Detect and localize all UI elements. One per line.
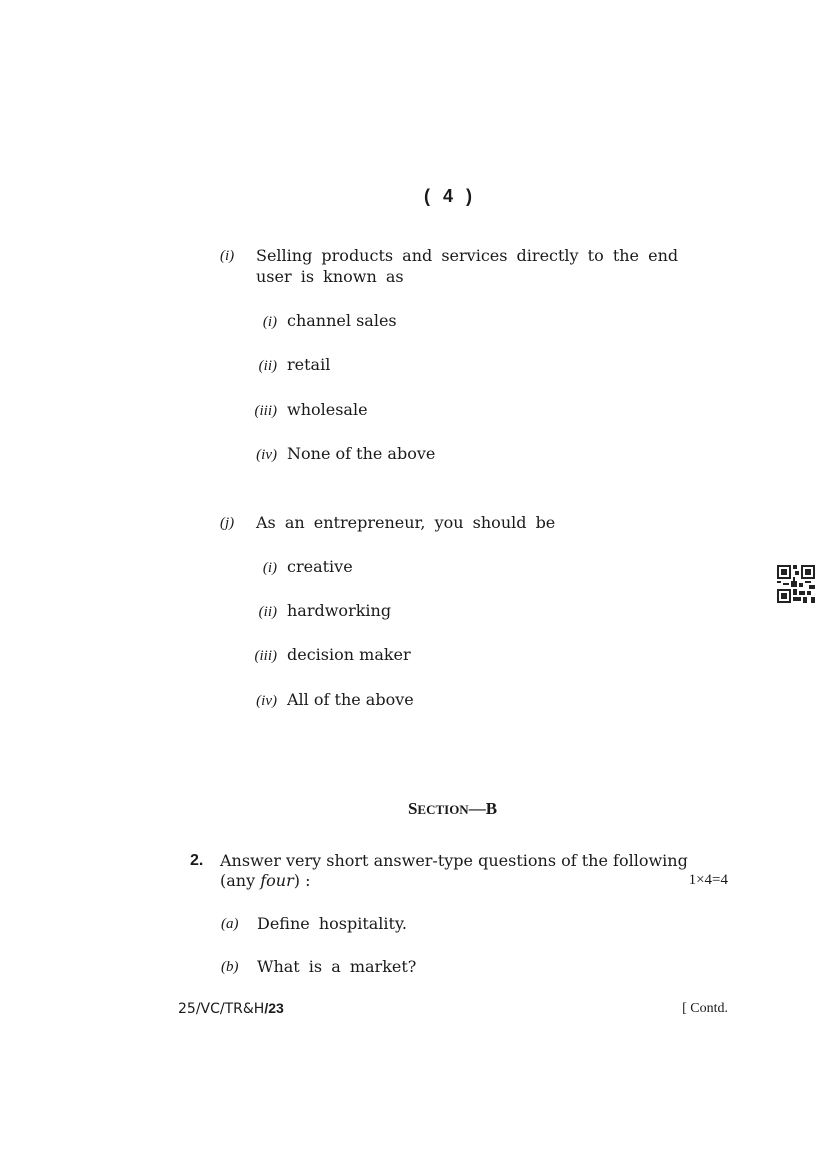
continued-note: [ Contd. <box>682 1001 728 1016</box>
option-text: channel sales <box>287 311 397 330</box>
option-text: wholesale <box>287 400 368 419</box>
option-text: All of the above <box>287 690 414 709</box>
paper-code-prefix: 25/VC/TR&H <box>178 1001 265 1017</box>
option-text: decision maker <box>287 645 411 664</box>
section-heading-rest: ECTION <box>417 802 469 817</box>
question-text: As an entrepreneur, you should be <box>256 513 556 532</box>
option-label: (iv) <box>256 447 277 463</box>
section-heading-suffix: —B <box>468 799 498 818</box>
paper-code-suffix: /23 <box>264 1000 284 1016</box>
sub-question-label: (b) <box>221 959 239 975</box>
question-label: (i) <box>220 248 235 264</box>
qr-code-icon <box>777 565 815 603</box>
option-text: creative <box>287 557 353 576</box>
option-label: (iv) <box>256 693 277 709</box>
option-label: (iii) <box>254 403 277 419</box>
page-number: ( 4 ) <box>423 186 476 206</box>
sub-question-label: (a) <box>221 916 239 932</box>
question-label: (j) <box>220 515 235 531</box>
marks-allocation: 1×4=4 <box>688 872 728 888</box>
section-heading <box>0 799 827 819</box>
option-label: (iii) <box>254 648 277 664</box>
section-heading-first: S <box>407 799 418 818</box>
q2-text-italic: four <box>260 871 294 890</box>
option-label: (ii) <box>258 358 277 374</box>
option-text: retail <box>287 355 331 374</box>
q2-text-after: ) : <box>293 871 311 890</box>
sub-question-text: What is a market? <box>257 957 417 976</box>
question-number: 2. <box>190 852 204 869</box>
option-label: (i) <box>262 314 277 330</box>
sub-question-text: Define hospitality. <box>257 914 407 933</box>
paper-code <box>178 1000 284 1017</box>
option-text: hardworking <box>287 601 392 620</box>
option-text: None of the above <box>287 444 436 463</box>
question-text: Selling products and services directly to the end user is known as <box>256 246 679 286</box>
q2-text-before: Answer very short answer-type questions of the following (any <box>220 851 688 890</box>
option-label: (ii) <box>258 604 277 620</box>
option-label: (i) <box>262 560 277 576</box>
